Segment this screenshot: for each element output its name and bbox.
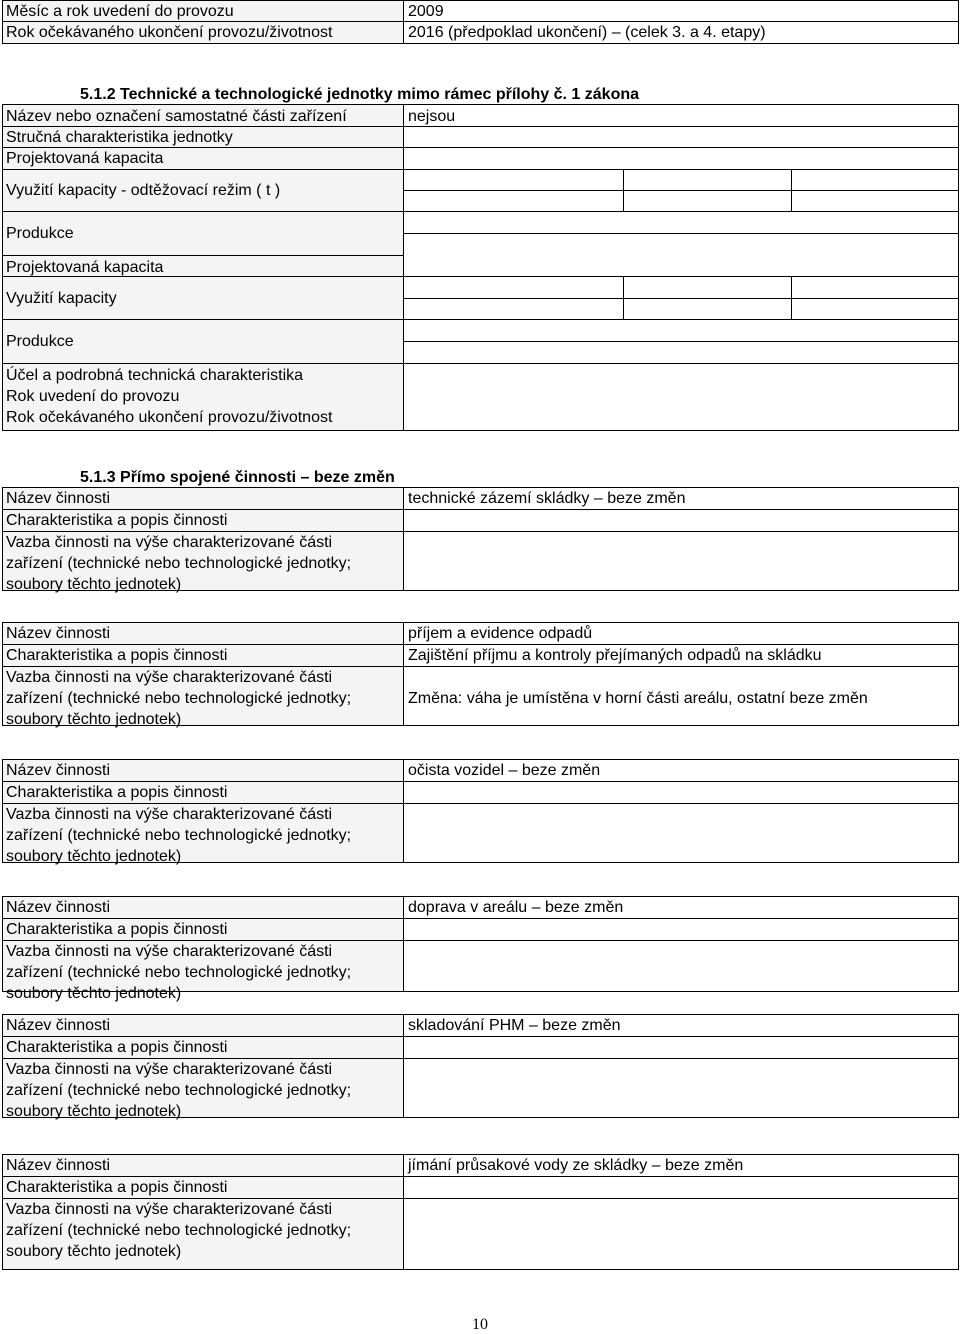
activity-link-label-2: zařízení (technické nebo technologické jednotky; <box>6 555 352 572</box>
label-production: Produkce <box>6 225 74 242</box>
label-purpose: Účel a podrobná technická charakteristika <box>6 367 304 384</box>
section-513-heading: 5.1.3 Přímo spojené činnosti – beze změn <box>80 469 395 486</box>
activity-link-label-3: soubory těchto jednotek) <box>6 576 182 593</box>
page-number: 10 <box>472 1316 488 1333</box>
label-unit-name: Název nebo označení samostatné části zařízení <box>6 108 347 125</box>
label-year-end: Rok očekávaného ukončení provozu/životnost <box>6 409 333 426</box>
activity-link-label-3: soubory těchto jednotek) <box>6 985 182 1002</box>
activity-char-value: Zajištění příjmu a kontroly přejímaných odpadů na skládku <box>408 647 822 664</box>
activity-name-value: doprava v areálu – beze změn <box>408 899 624 916</box>
label-capacity-2: Projektovaná kapacita <box>6 259 164 276</box>
label-usage: Využití kapacity <box>6 290 117 307</box>
activity-name-value: očista vozidel – beze změn <box>408 762 601 779</box>
activity-link-label-2: zařízení (technické nebo technologické jednotky; <box>6 690 352 707</box>
activity-char-label: Charakteristika a popis činnosti <box>6 1039 228 1056</box>
activity-link-value: Změna: váha je umístěna v horní části areálu, ostatní beze změn <box>408 690 868 707</box>
activity-link-label-3: soubory těchto jednotek) <box>6 1243 182 1260</box>
activity-link-label-1: Vazba činnosti na výše charakterizované části <box>6 943 333 960</box>
activity-link-label-2: zařízení (technické nebo technologické jednotky; <box>6 1222 352 1239</box>
activity-char-label: Charakteristika a popis činnosti <box>6 1179 228 1196</box>
top-row-label-1: Měsíc a rok uvedení do provozu <box>6 3 234 20</box>
activity-char-label: Charakteristika a popis činnosti <box>6 512 228 529</box>
label-capacity: Projektovaná kapacita <box>6 150 164 167</box>
activity-char-label: Charakteristika a popis činnosti <box>6 784 228 801</box>
activity-name-label: Název činnosti <box>6 490 111 507</box>
activity-link-label-2: zařízení (technické nebo technologické jednotky; <box>6 827 352 844</box>
top-row-value-2: 2016 (předpoklad ukončení) – (celek 3. a 4. etapy) <box>408 24 766 41</box>
label-usage-mode: Využití kapacity - odtěžovací režim ( t ) <box>6 182 281 199</box>
activity-link-label-2: zařízení (technické nebo technologické jednotky; <box>6 964 352 981</box>
top-row-value-1: 2009 <box>408 3 444 20</box>
activity-name-value: příjem a evidence odpadů <box>408 625 593 642</box>
label-unit-char: Stručná charakteristika jednotky <box>6 129 233 146</box>
activity-name-label: Název činnosti <box>6 899 111 916</box>
activity-name-label: Název činnosti <box>6 1017 111 1034</box>
activity-char-label: Charakteristika a popis činnosti <box>6 921 228 938</box>
activity-name-label: Název činnosti <box>6 625 111 642</box>
label-production-2: Produkce <box>6 333 74 350</box>
activity-link-label-2: zařízení (technické nebo technologické jednotky; <box>6 1082 352 1099</box>
value-unit-name: nejsou <box>408 108 456 125</box>
section-512-heading: 5.1.2 Technické a technologické jednotky mimo rámec přílohy č. 1 zákona <box>80 86 640 103</box>
activity-link-label-1: Vazba činnosti na výše charakterizované části <box>6 1201 333 1218</box>
activity-link-label-1: Vazba činnosti na výše charakterizované části <box>6 1061 333 1078</box>
activity-name-value: technické zázemí skládky – beze změn <box>408 490 686 507</box>
activity-name-value: jímání průsakové vody ze skládky – beze změn <box>408 1157 744 1174</box>
activity-name-label: Název činnosti <box>6 762 111 779</box>
activity-name-label: Název činnosti <box>6 1157 111 1174</box>
activity-name-value: skladování PHM – beze změn <box>408 1017 621 1034</box>
top-row-label-2: Rok očekávaného ukončení provozu/životnost <box>6 24 333 41</box>
activity-link-label-1: Vazba činnosti na výše charakterizované části <box>6 806 333 823</box>
activity-link-label-3: soubory těchto jednotek) <box>6 848 182 865</box>
activity-link-label-1: Vazba činnosti na výše charakterizované části <box>6 669 333 686</box>
activity-link-label-1: Vazba činnosti na výše charakterizované části <box>6 534 333 551</box>
activity-link-label-3: soubory těchto jednotek) <box>6 1103 182 1120</box>
activity-link-label-3: soubory těchto jednotek) <box>6 711 182 728</box>
activity-char-label: Charakteristika a popis činnosti <box>6 647 228 664</box>
label-year-start: Rok uvedení do provozu <box>6 388 180 405</box>
